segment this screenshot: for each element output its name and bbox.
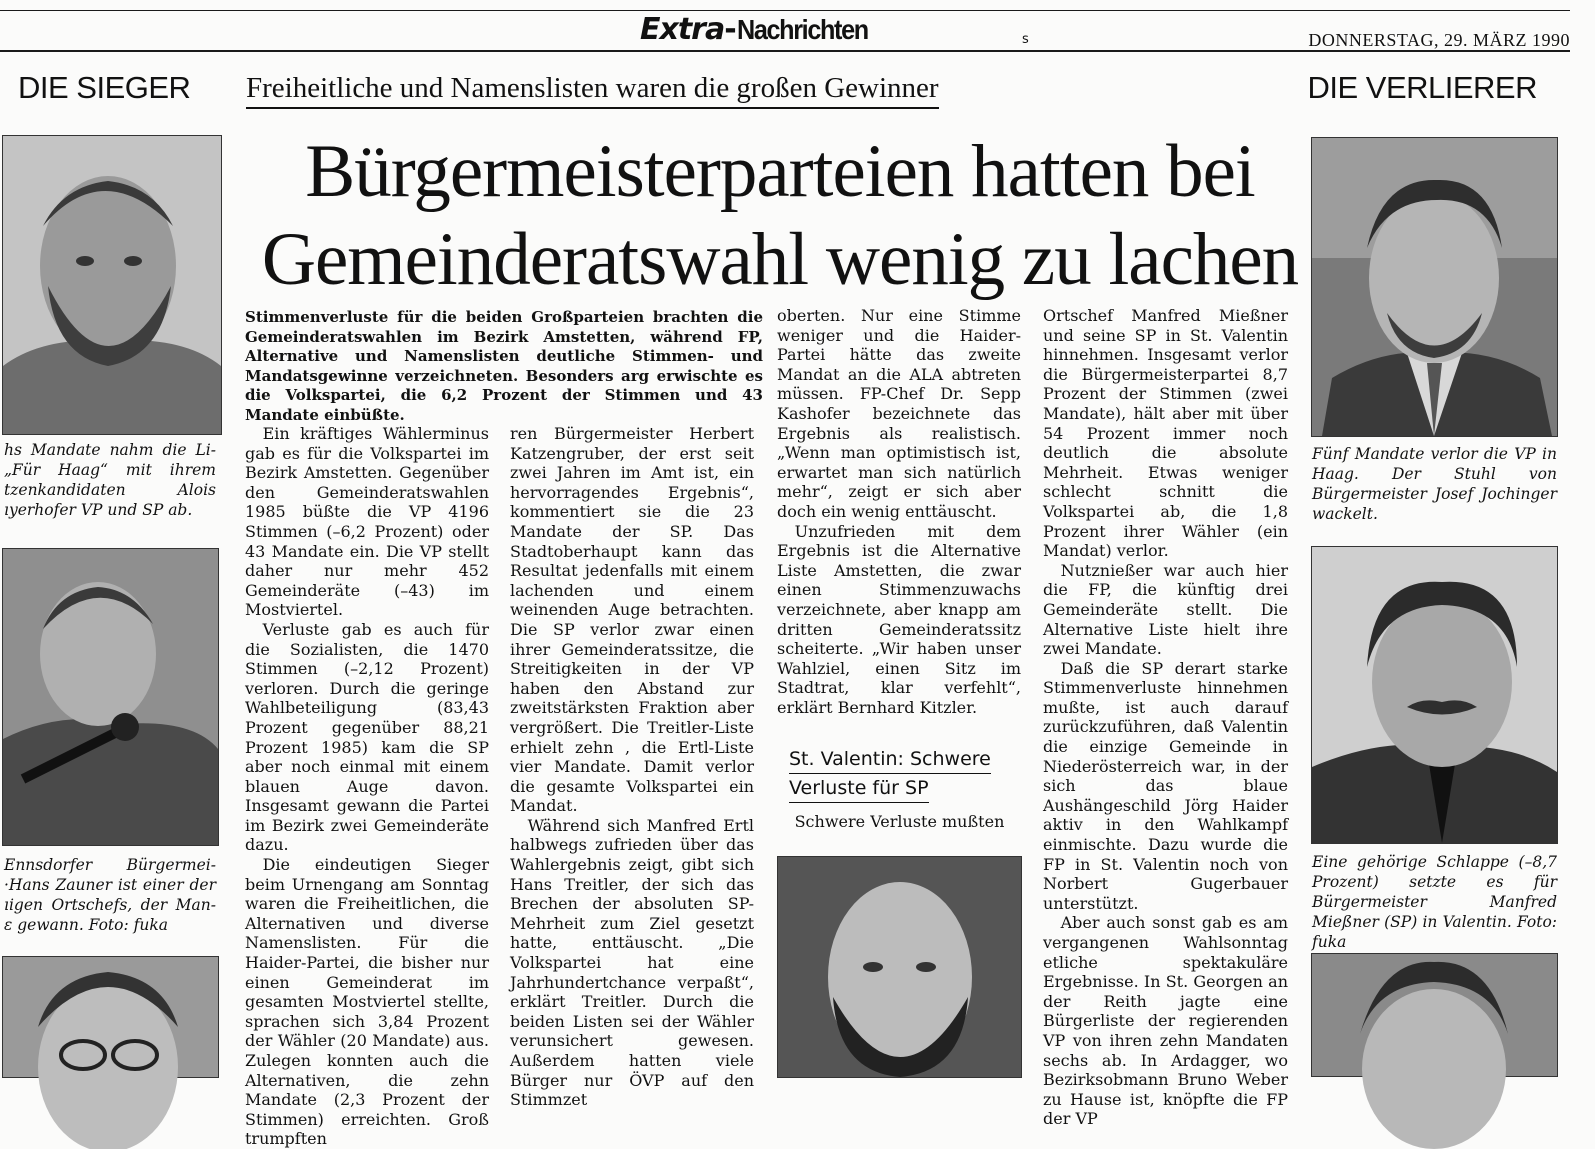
paragraph: Verluste gab es auch für die Sozialisten, die 1470 Stimmen (–2,12 Prozent) verloren. Durch die geringe Wahlbeteiligung (83,43 Prozent gegenüber 88,21 Prozent 1985) kam die SP aber noch einmal mit einem blauen Auge davon. Insgesamt gewann die Partei im Bezirk zwei Gemeinderäte dazu. <box>245 619 489 855</box>
headline-line-2: Gemeinderatswahl wenig zu lachen <box>261 218 1299 301</box>
portrait-man-partial-icon <box>1312 954 1557 1076</box>
page-code: s <box>1022 32 1029 47</box>
photo-right-3 <box>1311 953 1558 1077</box>
portrait-man-suit-tie-icon <box>1312 138 1557 436</box>
paragraph: ren Bürgermeister Herbert Katzengruber, der erst seit zwei Jahren im Amt ist, ein hervorragendes Ergebnis“, kommentiert sie die 23 Mandate der SP. Das Stadtoberhaupt kann das Resultat jedenfalls mit einem lachenden und einem weinenden Auge betrachten. Die SP verlor zwar einen ihrer Gemeinderatssitze, die Streitigkeiten in der VP haben den Abstand zur zweitstärksten Fraktion aber vergrößert. Die Treitler-Liste erhielt zehn , die Ertl-Liste vier Mandate. Damit verlor die gesamte Volkspartei ein Mandat. <box>510 424 754 816</box>
paragraph: Ein kräftiges Wählerminus gab es für die Volkspartei im Bezirk Amstetten. Gegenüber den Gemeinderatswahlen 1985 büßte die VP 4196 Stimmen (–6,2 Prozent) oder 43 Mandate ein. Die VP stellt daher nur mehr 452 Gemeinderäte (–43) im Mostviertel. <box>245 424 489 620</box>
text-column-4 <box>1043 306 1288 1129</box>
portrait-speaker-microphone-icon <box>3 549 218 845</box>
masthead-top-rule <box>0 10 1570 11</box>
subhead-line-1: St. Valentin: Schwere <box>789 745 991 774</box>
text-column-2 <box>510 424 754 1110</box>
paragraph: Ortschef Manfred Mießner und seine SP in St. Valentin hinnehmen. Insgesamt verlor die Bürgermeisterpartei 8,7 Prozent der Stimmen (zwei Mandate), hält aber mit über 54 Prozent immer noch deutlich die absolute Mehrheit. Etwas weniger schlecht schnitt die Volkspartei ab, die 1,8 Prozent ihrer Wähler (ein Mandat) verlor. <box>1043 306 1288 561</box>
text-column-1 <box>245 424 489 1149</box>
paragraph: Aber auch sonst gab es am vergangenen Wahlsonntag etliche spektakuläre Ergebnisse. In St. Georgen an der Reith jagte eine Bürgerliste der regierenden VP von ihren zehn Mandaten sechs ab. In Ardagger, wo Bezirksobmann Bruno Weber zu Hause ist, knöpfte die FP der VP <box>1043 913 1288 1129</box>
dateline: DONNERSTAG, 29. MÄRZ 1990 <box>1308 30 1570 50</box>
headline-line-1: Bürgermeisterparteien hatten bei <box>305 130 1255 213</box>
masthead-nachrichten: Nachrichten <box>736 14 868 45</box>
lead-paragraph: Stimmenverluste für die beiden Großparteien brachten die Gemeinderatswahlen im Bezirk Amstetten, während FP, Alternative und Namenslisten deutliche Stimmen- und Mandatsgewinne verzeichneten. Besonders arg erwischte es die Volkspartei, die 6,2 Prozent der Stimmen und 43 Mandate einbüßte. <box>245 308 763 424</box>
masthead-dash: - <box>724 12 737 47</box>
paragraph: oberten. Nur eine Stimme weniger und die Haider-Partei hätte das zweite Mandat an die ALA abtreten müssen. FP-Chef Dr. Sepp Kashofer bezeichnete das Ergebnis als realistisch. „Wenn man optimistisch ist, erwartet man sich natürlich mehr“, zeigt er sich aber doch ein wenig enttäuscht. <box>777 306 1021 521</box>
photo-left-3 <box>2 956 219 1078</box>
portrait-bald-bearded-man-icon <box>778 857 1021 1077</box>
paragraph: Während sich Manfred Ertl halbwegs zufrieden über das Wahlergebnis zeigt, gibt sich Hans Treitler, der sich das Brechen der absoluten SP-Mehrheit zum Ziel gesetzt hatte, enttäuscht. „Die Volkspartei hat eine Jahrhundertchance verpaßt“, erklärt Treitler. Durch die beiden Listen sei der Wähler verunsichert gewesen. Außerdem hatten viele Bürger nur ÖVP auf den Stimmzet <box>510 815 754 1110</box>
photo-right-2 <box>1311 546 1558 844</box>
headline <box>250 128 1310 304</box>
paragraph: Die eindeutigen Sieger beim Urnengang am Sonntag waren die Freiheitlichen, die Alternativen und diverse Namenslisten. Für die Haider-Partei, die bisher nur einen Gemeinderat im gesamten Mostviertel stellte, sprachen sich 3,84 Prozent der Wähler (20 Mandate) aus. Zulegen konnten auch die Alternativen, die zehn Mandate (2,3 Prozent der Stimmen) erreichten. Groß trumpften <box>245 855 489 1149</box>
text-column-3-continued <box>777 812 1021 836</box>
label-die-verlierer: DIE VERLIERER <box>1307 70 1537 105</box>
portrait-man-mustache-icon <box>1312 547 1557 843</box>
photo-left-2 <box>2 548 219 846</box>
paragraph: Daß die SP derart starke Stimmenverluste hinnehmen mußte, ist auch darauf zurückzuführen, daß Valentin die einzige Gemeinde in Niederösterreich war, in der sich das blaue Aushängeschild Jörg Haider aktiv in den Wahlkampf einmischte. Dazu wurde die FP in St. Valentin noch von Norbert Gugerbauer unterstützt. <box>1043 658 1288 913</box>
text-column-3 <box>777 306 1021 718</box>
subhead-st-valentin <box>789 745 999 803</box>
masthead-logo <box>640 12 882 48</box>
masthead-bottom-rule <box>0 50 1570 52</box>
kicker-line: Freiheitliche und Namenslisten waren die großen Gewinner <box>246 72 939 109</box>
photo-left-1 <box>2 135 222 435</box>
paragraph: Unzufrieden mit dem Ergebnis ist die Alternative Liste Amstetten, die zwar einen Stimmenzuwachs verzeichnete, aber knapp am dritten Gemeinderatssitz scheiterte. „Wir haben unser Wahlziel, einen Sitz im Stadtrat, klar verfehlt“, erklärt Bernhard Kitzler. <box>777 521 1021 717</box>
label-die-sieger: DIE SIEGER <box>18 70 191 105</box>
paragraph: Nutznießer war auch hier die FP, die künftig drei Gemeinderäte stellt. Die Alternative Liste hielt ihre zwei Mandate. <box>1043 560 1288 659</box>
caption-left-2: Ennsdorfer Bürgermei- ·Hans Zauner ist einer der ıigen Ortschefs, der Man- ɛ gewann. Foto: fuka <box>4 856 216 934</box>
paragraph: Schwere Verluste mußten <box>794 812 1005 831</box>
caption-right-1: Fünf Mandate verlor die VP in Haag. Der Stuhl von Bürgermeister Josef Jochinger wackelt. <box>1312 445 1557 523</box>
caption-right-2: Eine gehörige Schlappe (–8,7 Prozent) setzte es für Bürgermeister Manfred Mießner (SP) in Valentin. Foto: fuka <box>1312 853 1557 951</box>
photo-right-1 <box>1311 137 1558 437</box>
portrait-man-glasses-icon <box>3 957 218 1077</box>
photo-center <box>777 856 1022 1078</box>
caption-left-1: hs Mandate nahm die Li- „Für Haag“ mit ihrem tzenkandidaten Alois ıyerhofer VP und SP ab. <box>4 441 216 519</box>
portrait-bearded-man-icon <box>3 136 221 434</box>
subhead-line-2: Verluste für SP <box>789 774 929 803</box>
masthead-extra: Extra <box>640 12 725 47</box>
